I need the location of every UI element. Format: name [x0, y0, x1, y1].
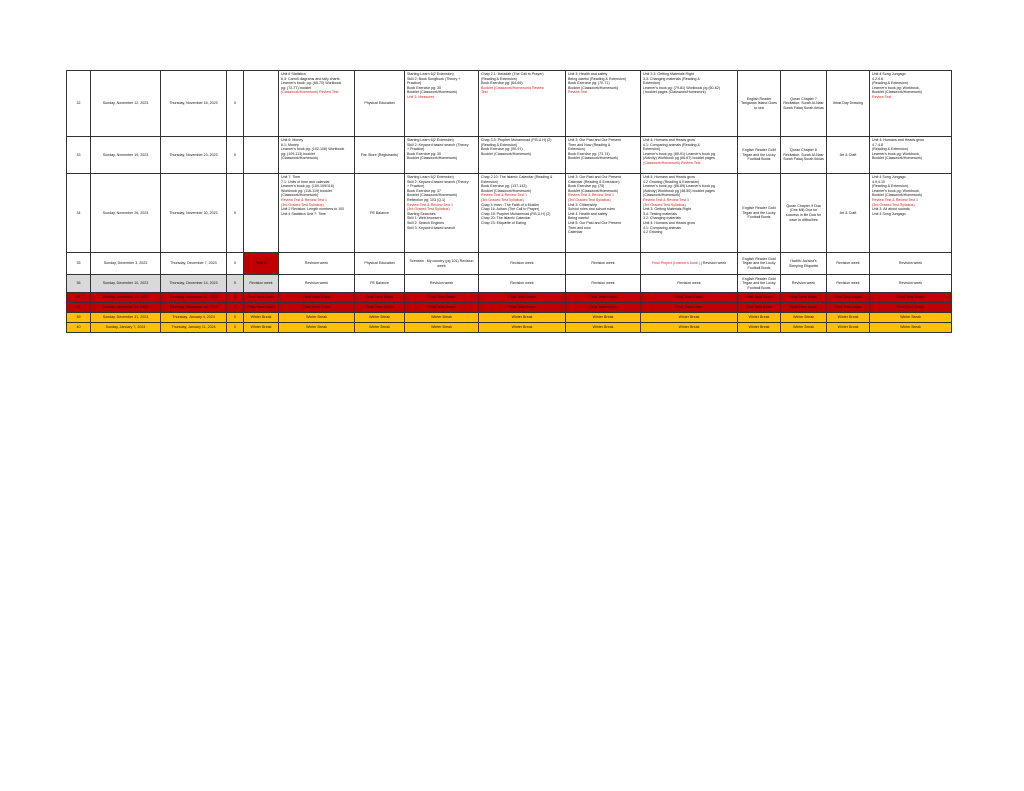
english-cell-line: Book Exercise pg: 37: [407, 188, 441, 193]
status-cell: Winter Break: [244, 323, 279, 333]
days-count: 5: [227, 253, 244, 275]
science-cell-line: Unit 4: Humans and Heads grow: [643, 175, 695, 179]
reader-cell: English Reader Gold Tegan and the Lucky Football Boots: [738, 275, 781, 293]
status-cell: [244, 71, 279, 137]
social-cell-line: Booklet (Classwork/Homework): [568, 188, 619, 193]
math-cell-line: Workbook pg: (116-119) booklet: [281, 188, 332, 193]
pe-cell: Physical Education: [355, 71, 405, 137]
english-cell-line: Skill 2: Keyword based search (Theory: [407, 179, 469, 184]
islamic-cell-line: Chap 20: The Islamic Calendar: [481, 216, 531, 221]
science-cell-line: Unit 3.3: Getting Materials Right: [643, 72, 694, 76]
math-cell-line: Unit 2 Revision: Length numbers to 100: [281, 207, 345, 212]
pe-cell: Winter Break: [355, 323, 405, 333]
arabic-cell-line: Booklet (Classwork/Homework): [872, 156, 923, 161]
quran-cell: Final Term Exam: [781, 303, 827, 313]
pe-cell: Final Term Exam: [355, 293, 405, 303]
social-cell-line: School rules and school rules: [568, 207, 615, 212]
end-date: Thursday, November 30, 2023: [161, 174, 227, 253]
science-cell-line: Learner's book pg: (86-89) Learner's book pg: [643, 184, 715, 189]
science-cell: Final Term Exam: [641, 303, 738, 313]
social-cell-line: Booklet (Classwork/Homework): [568, 85, 619, 90]
end-date: Thursday, December 14, 2023: [161, 275, 227, 293]
end-date: Thursday, November 23, 2023: [161, 137, 227, 174]
arabic-cell-line: Unit 4 Song Jungago: [872, 72, 906, 76]
math-cell-line: 6.1: Money: [281, 142, 299, 147]
social-cell-line: Unit 3: Citizenship: [568, 202, 597, 207]
days-count: 5: [227, 71, 244, 137]
social-cell-line: Then and Now (Reading &: [568, 142, 611, 147]
science-cell: [641, 71, 738, 137]
arabic-cell: Revision week: [870, 275, 952, 293]
science-cell-line: (Classwork/Homework) Review Test: [643, 160, 701, 165]
islamic-cell: [479, 137, 566, 174]
math-cell: Final Term Exam: [279, 303, 355, 313]
science-cell-line: Learner's book pg: (85-91) Learner's book pg: [643, 151, 715, 156]
islamic-cell-line: Extension): [481, 179, 498, 184]
science-cell: Winter Break: [641, 313, 738, 323]
pe-cell: PE Balance: [355, 174, 405, 253]
math-cell-line: 7.1: Units of time and calendar: [281, 179, 330, 184]
science-cell-line: 4.2 Growing (Reading & Extension): [643, 179, 700, 184]
separator: |: [699, 261, 703, 266]
week-number: 33: [67, 137, 91, 174]
science-cell-line: Learner's book pg: (79-81) Workbook pg (60-62): [643, 85, 720, 90]
math-cell: Winter Break: [279, 313, 355, 323]
social-cell: Final Term Exam: [566, 293, 641, 303]
islamic-cell-line: Chap 2.10: The Islamic Calendar (Reading &: [481, 175, 553, 179]
reader-cell: Final Term Exam: [738, 303, 781, 313]
craft-cell: Final Term Exam: [827, 303, 870, 313]
start-date: Sunday, December 10, 2023: [91, 275, 161, 293]
status-cell: [244, 137, 279, 174]
islamic-cell: Revision week: [479, 275, 566, 293]
start-date: Sunday, December 24, 2023: [91, 303, 161, 313]
arabic-cell-line: Booklet (Classwork/Homework): [872, 90, 923, 95]
quran-cell: Revision week: [781, 275, 827, 293]
start-date: Sunday, December 17, 2023: [91, 293, 161, 303]
social-cell-line: Book Exercise pg: (70-71): [568, 81, 610, 86]
english-cell: Winter Break: [405, 313, 479, 323]
english-cell-line: (3rd Graded Test Syllabus): [407, 207, 450, 212]
pe-cell: Physical Education: [355, 253, 405, 275]
social-cell: [566, 137, 641, 174]
science-cell-line: (Activity) Workbook pg (48-50) booklet pages: [643, 188, 715, 193]
days-count: 5: [227, 293, 244, 303]
quran-cell: Hadith: Aa'isha's Sleeping Etiquette: [781, 253, 827, 275]
english-cell: [405, 137, 479, 174]
science-cell: Winter Break: [641, 323, 738, 333]
english-cell-line: Skill 3: Keyword based search: [407, 225, 456, 230]
science-cell: Final Term Exam: [641, 293, 738, 303]
science-cell-line: Unit 4: Humans and Heads grow: [643, 220, 695, 225]
craft-cell: Final Term Exam: [827, 293, 870, 303]
islamic-cell-line: Chap 23: Etiquette of Eating: [481, 220, 526, 225]
status-cell: Revision week: [244, 275, 279, 293]
english-cell-line: Starting Learn 6(2 Extension): [407, 72, 454, 76]
table-row: [67, 275, 952, 293]
week-number: 32: [67, 71, 91, 137]
islamic-cell-line: (Reading & Extension): [481, 76, 517, 81]
social-cell-line: Being careful (Reading & Extension): [568, 76, 626, 81]
social-cell-line: Review Test & Review Test 1: [568, 193, 615, 198]
social-cell: Revision week: [566, 253, 641, 275]
week-number: 34: [67, 174, 91, 253]
arabic-cell-line: (Reading & Extension): [872, 147, 908, 152]
social-cell: [566, 71, 641, 137]
arabic-cell-line: 4.2.4.6: [872, 76, 883, 81]
reader-cell: Winter Break: [738, 323, 781, 333]
english-cell-line: Starting Searches: [407, 211, 436, 216]
reader-cell: English Reader Gold Tegan and the Lucky Football Boots: [738, 174, 781, 253]
islamic-cell-line: Test: [481, 90, 488, 95]
science-cell: [641, 137, 738, 174]
craft-cell: Winter Break: [827, 313, 870, 323]
english-cell: [405, 174, 479, 253]
english-cell-line: Booklet (Classwork/Homework): [407, 156, 458, 161]
week-number: 36: [67, 275, 91, 293]
craft-cell: Revision week: [827, 253, 870, 275]
week-number: 39: [67, 313, 91, 323]
science-cell: [641, 174, 738, 253]
arabic-cell: [870, 71, 952, 137]
status-cell: Winter Break: [244, 313, 279, 323]
week-number: 35: [67, 253, 91, 275]
science-cell: [641, 253, 738, 275]
table-row: [67, 313, 952, 323]
islamic-cell-line: Booklet (Classwork/Homework): [481, 151, 532, 156]
english-cell-line: + Practice): [407, 147, 425, 152]
islamic-cell: Winter Break: [479, 313, 566, 323]
days-count: 5: [227, 275, 244, 293]
days-count: 5: [227, 137, 244, 174]
end-date: Thursday, January 4, 2024: [161, 313, 227, 323]
curriculum-plan-table: [66, 70, 952, 333]
english-cell-line: Skill 2: Keyword based search (Theory: [407, 142, 469, 147]
reader-cell: English Reader Gold Tegan and the Lucky Football Boots: [738, 253, 781, 275]
arabic-cell-line: Learner's book pg: Workbook,: [872, 85, 920, 90]
craft-cell: Revision week: [827, 275, 870, 293]
table-row: [67, 323, 952, 333]
english-cell-line: Book Exercise pg: 30: [407, 85, 441, 90]
english-cell-line: Skill 2: Search Engines: [407, 220, 444, 225]
math-cell-line: Learner's book: pg: (65-70) Workbook: [281, 81, 342, 86]
week-number: 38: [67, 303, 91, 313]
end-date: Thursday, November 16, 2023: [161, 71, 227, 137]
science-cell-line: Unit 3: Getting Materials Right: [643, 207, 691, 212]
arabic-cell: [870, 174, 952, 253]
math-cell: [279, 137, 355, 174]
english-cell: Revision week: [405, 275, 479, 293]
table-body: [67, 71, 952, 333]
social-cell-line: Unit 5: Our Past and Our Present: [568, 220, 621, 225]
english-cell-line: Starting Learn 6(2 Extension): [407, 175, 454, 179]
english-cell-line: Booklet (Classwork/Homework): [407, 193, 458, 198]
arabic-cell: Final Term Exam: [870, 293, 952, 303]
math-cell: [279, 71, 355, 137]
end-date: Thursday, December 28, 2023: [161, 303, 227, 313]
arabic-cell: Revision week: [870, 253, 952, 275]
english-cell-line: Review Test & Review Test 1: [407, 202, 454, 207]
pe-cell: Final Term Exam: [355, 303, 405, 313]
math-cell: [279, 174, 355, 253]
arabic-cell-line: (3rd Graded Test Syllabus): [872, 202, 915, 207]
science-cell-line: (3rd Graded Test Syllabus): [643, 202, 686, 207]
science-cell-line: 3.2: Changing materials: [643, 216, 681, 221]
reader-cell: English Reader Gold Tegan and the Lucky Football Boots: [738, 137, 781, 174]
math-cell-line: (3rd Graded Test Syllabus): [281, 202, 324, 207]
table-row: [67, 137, 952, 174]
math-cell-line: pg: (109-113) booklet: [281, 151, 315, 156]
social-cell: Winter Break: [566, 323, 641, 333]
english-cell-line: Reflection pg: 103 (Q.1): [407, 197, 446, 202]
arabic-cell-line: 4.7.4.8: [872, 142, 883, 147]
days-count: 0: [227, 323, 244, 333]
craft-cell: Art & Craft: [827, 174, 870, 253]
math-cell: Winter Break: [279, 323, 355, 333]
social-cell: [566, 174, 641, 253]
english-cell: Winter Break: [405, 323, 479, 333]
social-cell-line: Review Test: [568, 90, 588, 95]
science-cell-line: Extension): [643, 81, 660, 86]
arabic-cell-line: Unit 4 Song Jungago: [872, 211, 906, 216]
english-cell-line: Starting Learn 6(2 Extension): [407, 138, 454, 142]
islamic-cell: [479, 71, 566, 137]
arabic-cell-line: Unit 4 Song Jungago: [872, 175, 906, 179]
islamic-cell-line: Review Test & Review Test 1: [481, 193, 528, 198]
arabic-cell: Final Term Exam: [870, 303, 952, 313]
english-cell-line: Skill 1: Web browsers: [407, 216, 442, 221]
islamic-cell: [479, 174, 566, 253]
islamic-cell-line: Booklet (Classwork/Homework): [481, 188, 532, 193]
start-date: Sunday, November 12, 2023: [91, 71, 161, 137]
english-cell-line: + Practice): [407, 184, 425, 189]
social-cell-line: Unit 4: Health and safety: [568, 211, 608, 216]
start-date: Sunday, December 3, 2023: [91, 253, 161, 275]
arabic-cell: [870, 137, 952, 174]
reader-cell: Final Term Exam: [738, 293, 781, 303]
math-cell-line: (Classwork/Homework) Review Test: [281, 90, 339, 95]
islamic-cell-line: (Reading & Extension): [481, 142, 517, 147]
pe-cell: PE Balance: [355, 275, 405, 293]
social-cell-line: Unit 3: Our Past and Our Present: [568, 138, 621, 142]
arabic-cell-line: Unit 3: All about sounds: [872, 207, 910, 212]
science-cell-line: 3.4: Testing materials: [643, 211, 677, 216]
math-cell-line: Unit 7: Time: [281, 175, 301, 179]
quran-cell: Final Term Exam: [781, 293, 827, 303]
pe-cell: Winter Break: [355, 313, 405, 323]
science-cell-line: (Classwork/Homework): [643, 193, 681, 198]
english-cell: Final Term Exam: [405, 293, 479, 303]
english-cell-line: Book Exercise pg: 30: [407, 151, 441, 156]
science-cell-line: 4.2 Growing: [643, 230, 663, 235]
arabic-cell: Winter Break: [870, 313, 952, 323]
social-cell: Winter Break: [566, 313, 641, 323]
start-date: Sunday, November 19, 2023: [91, 137, 161, 174]
math-cell: Revision week: [279, 253, 355, 275]
social-cell-line: Extension): [568, 147, 585, 152]
arabic-cell-line: Learner's book pg: Workbook,: [872, 151, 920, 156]
quran-cell: Winter Break: [781, 323, 827, 333]
craft-cell: Art & Craft: [827, 137, 870, 174]
arabic-cell: Winter Break: [870, 323, 952, 333]
english-cell: Scenario : My country (pg 101) Revision week: [405, 253, 479, 275]
math-cell-line: 6.3: Carroll diagrams and tally charts: [281, 76, 340, 81]
status-cell: Final Term Exam: [244, 293, 279, 303]
science-cell-line: Unit 4: Humans and Heads grow: [643, 138, 695, 142]
islamic-cell-line: Chap 2.1: Iba'adah (The Call to Prayer): [481, 72, 544, 76]
science-cell-line: 3.3: Changing materials (Reading &: [643, 76, 700, 81]
islamic-cell-line: Chap 16: Adhan (The Call to Prayer): [481, 207, 540, 212]
status-cell: [244, 174, 279, 253]
islamic-cell: Final Term Exam: [479, 293, 566, 303]
social-cell: Revision week: [566, 275, 641, 293]
social-cell-line: Then and now: [568, 225, 591, 230]
islamic-cell: Final Term Exam: [479, 303, 566, 313]
math-cell-line: (Classwork/Homework): [281, 156, 319, 161]
science-cell-line: (Activity) Workbook pg (66-67) booklet pages: [643, 156, 715, 161]
social-cell-line: Unit 3: Health and safety: [568, 72, 608, 76]
math-cell-line: (Classwork/Homework): [281, 193, 319, 198]
social-cell-line: (3rd Graded Test Syllabus): [568, 197, 611, 202]
english-cell-line: Unit 3: Measures: [407, 94, 435, 99]
islamic-cell-line: Book Exercise pg: (90-97): [481, 147, 523, 152]
islamic-cell-line: Booklet (Classwork/Homework) Review: [481, 85, 544, 90]
start-date: Sunday, November 26, 2023: [91, 174, 161, 253]
quran-cell: Quran Chapter 9 Dua (One Mil) Dua for success in life Dua for ease in difficulties: [781, 174, 827, 253]
revision-label: Revision week: [702, 261, 727, 266]
days-count: 5: [227, 174, 244, 253]
math-cell-line: Learner's book pg: (102-106) Workbook: [281, 147, 345, 152]
english-cell: Final Term Exam: [405, 303, 479, 313]
table-row: [67, 174, 952, 253]
social-cell-line: Being careful: [568, 216, 589, 221]
days-count: 0: [227, 313, 244, 323]
arabic-cell-line: Booklet (Classwork/Homework): [872, 193, 923, 198]
social-cell-line: Calendar: [568, 230, 583, 235]
start-date: Sunday, January 7, 2024: [91, 323, 161, 333]
math-cell-line: Unit 4 Statistics Unit 7: Time: [281, 211, 326, 216]
table-row: [67, 293, 952, 303]
pe-cell: Fire Store (Registrants): [355, 137, 405, 174]
social-cell-line: Booklet (Classwork/Homework): [568, 156, 619, 161]
arabic-cell-line: Review Test & Review Test 1: [872, 197, 919, 202]
science-cell-line: 4.1: Comparing animals (Reading &: [643, 142, 700, 147]
math-cell: Final Term Exam: [279, 293, 355, 303]
arabic-cell-line: Learner's book pg: Workbook,: [872, 188, 920, 193]
math-cell-line: Review Test & Review Test 1: [281, 197, 328, 202]
english-cell: [405, 71, 479, 137]
social-cell-line: Calendar (Reading & Extension): [568, 179, 620, 184]
math-cell: Revision week: [279, 275, 355, 293]
islamic-cell: Winter Break: [479, 323, 566, 333]
islamic-cell-line: Book Exercise pg: (64-69): [481, 81, 523, 86]
social-cell: Final Term Exam: [566, 303, 641, 313]
arabic-cell-line: 4.9,4.10: [872, 179, 885, 184]
math-cell-line: Unit 6 Statistics: [281, 72, 306, 76]
science-cell-line: Review Test & Review Test 1: [643, 197, 690, 202]
math-cell-line: Unit 6: Money: [281, 138, 304, 142]
table-row: [67, 71, 952, 137]
quran-cell: Quran Chapter 7 Recitation: Surah Al-Nasr Surah Falaq Surah Ikhlas: [781, 71, 827, 137]
math-cell-line: Learner's book pg: (109-109/116): [281, 184, 334, 189]
arabic-cell-line: (Reading & Extension): [872, 184, 908, 189]
status-cell: Final Term Exam: [244, 303, 279, 313]
science-cell-line: ) booklet pages (Classwork/Homework): [643, 90, 706, 95]
arabic-cell-line: Unit 4: Humans and Heads grow: [872, 138, 924, 142]
english-cell-line: Practice): [407, 81, 422, 86]
reader-cell: Winter Break: [738, 313, 781, 323]
quran-cell: Quran Chapter 8 Recitation: Surah Al-Nasr Surah Falaq Surah Ikhlas: [781, 137, 827, 174]
islamic-cell-line: Book Exercise pg: (137-143): [481, 184, 527, 189]
islamic-cell-line: Chap 3.5: Prophet Muhammad (P.B.U.H) (2): [481, 138, 552, 142]
english-cell-line: Skill 2: Book Songbook (Theory +: [407, 76, 461, 81]
status-cell: Test 3: [244, 253, 279, 275]
start-date: Sunday, December 31, 2023: [91, 313, 161, 323]
arabic-cell-line: (Reading & Extension): [872, 81, 908, 86]
social-cell-line: Book Exercise pg: (73-74): [568, 151, 610, 156]
english-cell-line: Booklet (Classwork/Homework): [407, 90, 458, 95]
end-date: Thursday, December 21, 2023: [161, 293, 227, 303]
social-cell-line: Book Exercise pg: (75): [568, 184, 605, 189]
table-row: [67, 303, 952, 313]
islamic-cell-line: Chap 18: Prophet Muhammad (P.B.U.H) (2): [481, 211, 551, 216]
social-cell-line: Unit 3: Our Past and Our Present: [568, 175, 621, 179]
science-cell-line: Extension): [643, 147, 660, 152]
week-number: 37: [67, 293, 91, 303]
islamic-cell-line: (3rd Graded Test Syllabus): [481, 197, 524, 202]
math-cell-line: pg: (72-77) booklet: [281, 85, 312, 90]
end-date: Thursday, December 7, 2023: [161, 253, 227, 275]
final-project-label: Final Project (Learner's book ): [651, 261, 700, 266]
days-count: 5: [227, 303, 244, 313]
science-cell: Revision week: [641, 275, 738, 293]
islamic-cell-line: Chap 4 Iman : The Faith of a Muslim: [481, 202, 540, 207]
quran-cell: Winter Break: [781, 313, 827, 323]
craft-cell: Ibtrat Day Drawing: [827, 71, 870, 137]
table-row: [67, 253, 952, 275]
islamic-cell: Revision week: [479, 253, 566, 275]
craft-cell: Winter Break: [827, 323, 870, 333]
science-cell-line: 4.1: Comparing animals: [643, 225, 681, 230]
week-number: 40: [67, 323, 91, 333]
reader-cell: English Reader Tanganan Island Goes to sea: [738, 71, 781, 137]
arabic-cell-line: Review Test: [872, 94, 892, 99]
end-date: Thursday, January 11, 2024: [161, 323, 227, 333]
